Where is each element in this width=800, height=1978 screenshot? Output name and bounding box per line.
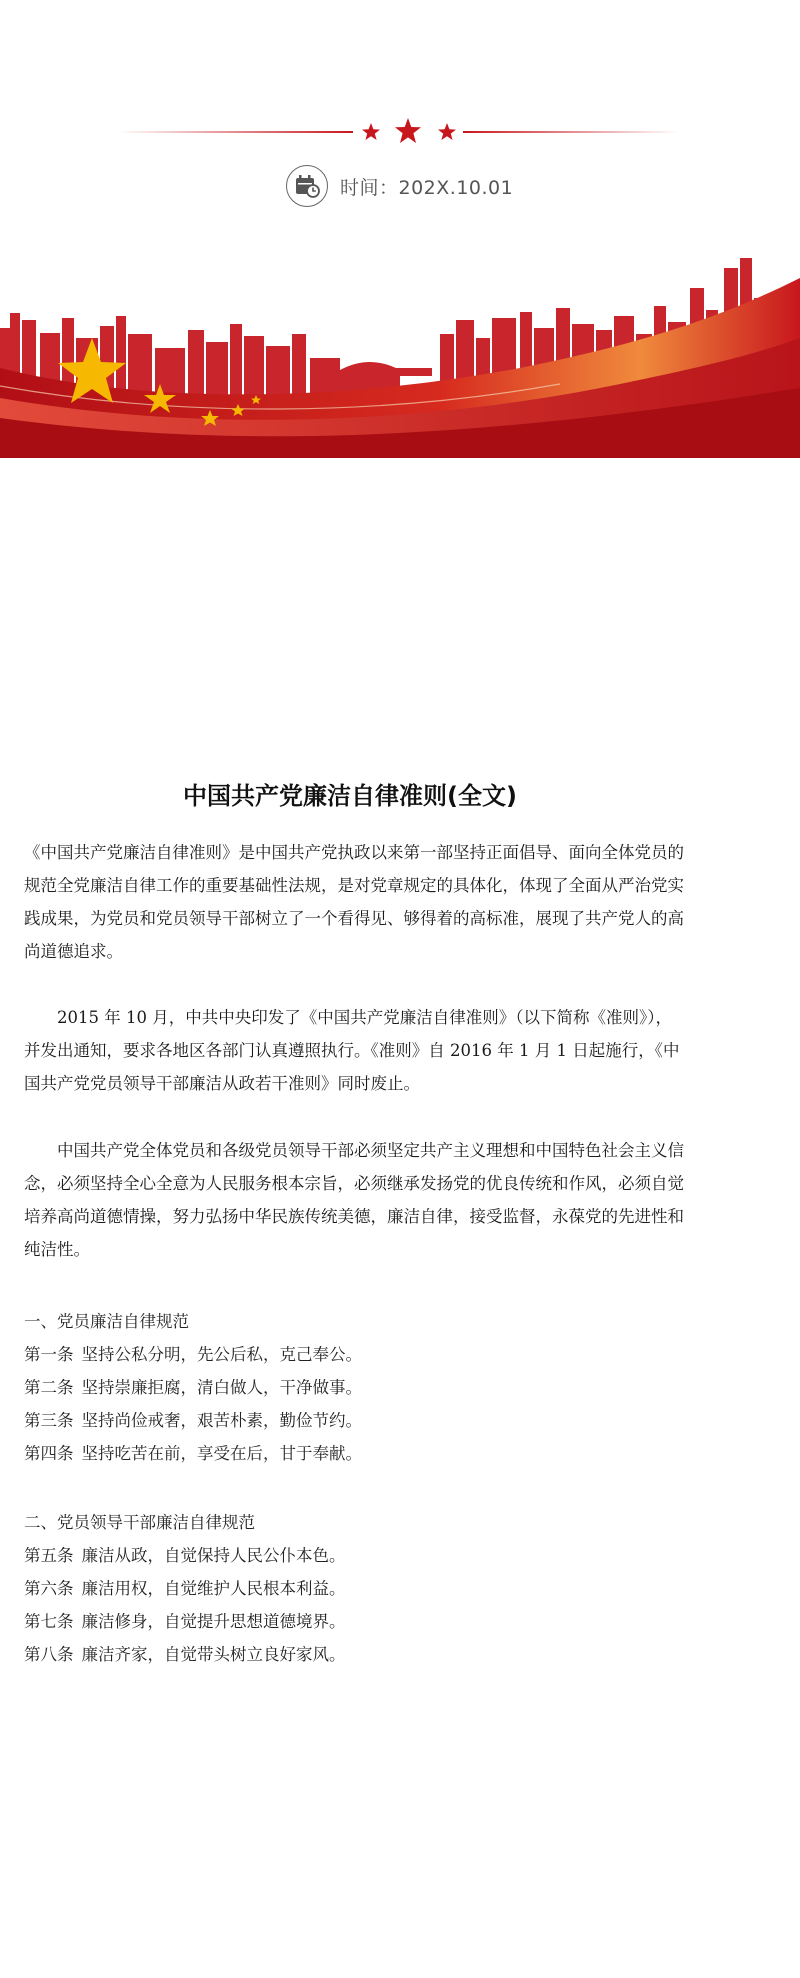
- article-item: [24, 1572, 346, 1605]
- article-item: [24, 1404, 362, 1437]
- article-text: 坚持公私分明，先公后私，克己奉公。: [81, 1345, 362, 1364]
- article-text: 廉洁从政，自觉保持人民公仆本色。: [81, 1546, 346, 1565]
- article-number: 第六条: [24, 1579, 74, 1598]
- article-number: 第四条: [24, 1444, 74, 1463]
- star-icon: [395, 118, 421, 143]
- article-text: 坚持崇廉拒腐，清白做人，干净做事。: [81, 1378, 362, 1397]
- star-icon: [438, 123, 456, 140]
- section-heading: 二、党员领导干部廉洁自律规范: [24, 1513, 255, 1532]
- section-heading: 一、党员廉洁自律规范: [24, 1312, 189, 1331]
- article-number: 第七条: [24, 1612, 74, 1631]
- article-text: 坚持吃苦在前，享受在后，甘于奉献。: [81, 1444, 362, 1463]
- intro-paragraph: 《中国共产党廉洁自律准则》是中国共产党执政以来第一部坚持正面倡导、面向全体党员的规范全党廉洁自律工作的重要基础性法规，是对党章规定的具体化，体现了全面从严治党实践成果，为党员和党员领导干部树立了一个看得见、够得着的高标准，展现了共产党人的高尚道德追求。: [24, 843, 684, 961]
- star-icon: [362, 123, 380, 140]
- article-item: [24, 1437, 362, 1470]
- article-text: 廉洁齐家，自觉带头树立良好家风。: [81, 1645, 346, 1664]
- principles-paragraph: 中国共产党全体党员和各级党员领导干部必须坚定共产主义理想和中国特色社会主义信念，必须坚持全心全意为人民服务根本宗旨，必须继承发扬党的优良传统和作风，必须自觉培养高尚道德情操，努力弘扬中华民族传统美德，廉洁自律，接受监督，永葆党的先进性和纯洁性。: [24, 1141, 684, 1259]
- skyline-banner: [0, 258, 800, 458]
- article-item: [24, 1638, 346, 1671]
- star-divider: [118, 118, 678, 146]
- article-item: [24, 1371, 362, 1404]
- date-row: [286, 162, 513, 210]
- calendar-clock-icon: [286, 165, 328, 207]
- article-number: 第二条: [24, 1378, 74, 1397]
- article-item: [24, 1539, 346, 1572]
- document-title: 中国共产党廉洁自律准则(全文): [183, 782, 517, 810]
- date-label: 时间：202X.10.01: [340, 176, 514, 199]
- article-number: 第三条: [24, 1411, 74, 1430]
- article-text: 廉洁修身，自觉提升思想道德境界。: [81, 1612, 346, 1631]
- issuance-paragraph: 2015 年 10 月，中共中央印发了《中国共产党廉洁自律准则》（以下简称《准则》），并发出通知，要求各地区各部门认真遵照执行。《准则》自 2016 年 1 月 1 日起施行，《中国共产党党员领导干部廉洁从政若干准则》同时废止。: [24, 1008, 680, 1093]
- article-number: 第五条: [24, 1546, 74, 1565]
- article-text: 坚持尚俭戒奢，艰苦朴素，勤俭节约。: [81, 1411, 362, 1430]
- article-number: 第八条: [24, 1645, 74, 1664]
- article-text: 廉洁用权，自觉维护人民根本利益。: [81, 1579, 346, 1598]
- article-number: 第一条: [24, 1345, 74, 1364]
- article-item: [24, 1605, 346, 1638]
- article-item: [24, 1338, 362, 1371]
